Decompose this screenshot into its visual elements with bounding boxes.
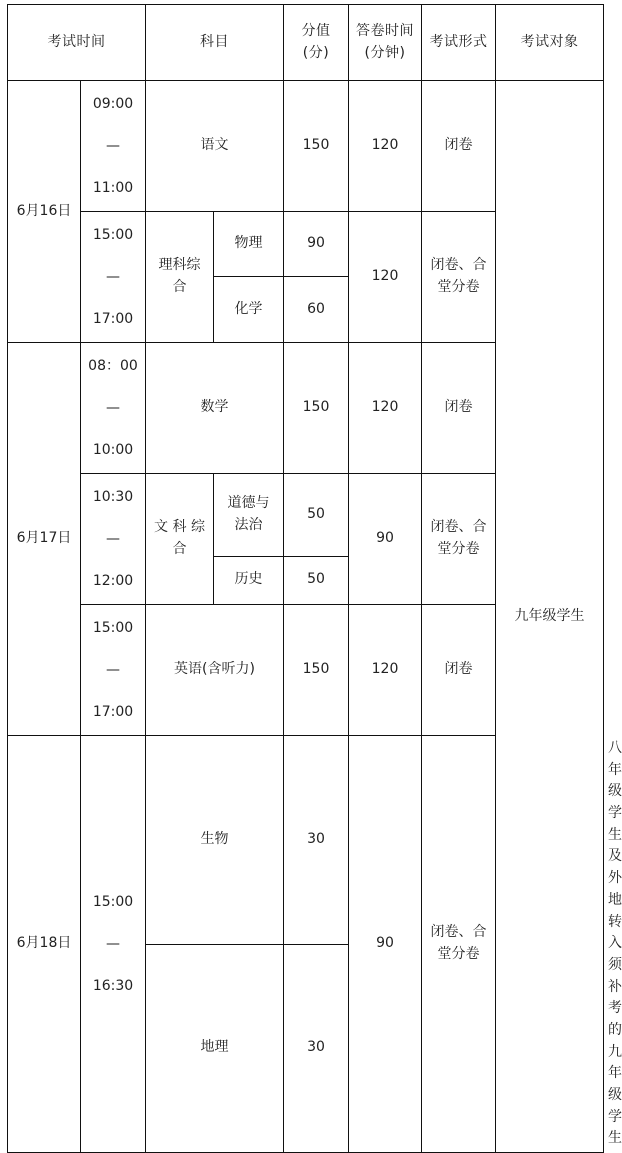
- header-score: 分值 (分): [284, 5, 349, 81]
- time-cell: 10:30 — 12:00: [81, 474, 146, 605]
- subject-group-cell: 文 科 综 合: [146, 474, 214, 605]
- subject-cell: 数学: [146, 343, 284, 474]
- score-cell: 150: [284, 343, 349, 474]
- format-cell: 闭卷: [422, 81, 496, 212]
- time-cell: 08：00 — 10:00: [81, 343, 146, 474]
- header-subject: 科目: [146, 5, 284, 81]
- time-cell: 15:00 — 17:00: [81, 212, 146, 343]
- header-row: [8, 5, 604, 81]
- header-format: 考试形式: [422, 5, 496, 81]
- format-cell: 闭卷: [422, 605, 496, 736]
- sub-subject-cell: 物理: [214, 212, 284, 277]
- score-cell: 30: [284, 944, 349, 1153]
- format-cell: 闭卷、合 堂分卷: [422, 736, 496, 1153]
- duration-cell: 90: [349, 736, 422, 1153]
- header-exam-time: 考试时间: [8, 5, 146, 81]
- duration-cell: 90: [349, 474, 422, 605]
- header-duration: 答卷时间 (分钟): [349, 5, 422, 81]
- header-target: 考试对象: [496, 5, 604, 81]
- sub-subject-cell: 历史: [214, 556, 284, 604]
- format-cell: 闭卷、合 堂分卷: [422, 212, 496, 343]
- date-cell: 6月16日: [8, 81, 81, 343]
- score-cell: 30: [284, 736, 349, 945]
- subject-cell: 语文: [146, 81, 284, 212]
- time-cell: 09:00 — 11:00: [81, 81, 146, 212]
- subject-cell: 英语(含听力): [146, 605, 284, 736]
- duration-cell: 120: [349, 343, 422, 474]
- subject-cell: 地理: [146, 944, 284, 1153]
- score-cell: 60: [284, 276, 349, 342]
- score-cell: 90: [284, 212, 349, 277]
- format-cell: 闭卷: [422, 343, 496, 474]
- exam-schedule-table: [7, 4, 622, 1153]
- duration-cell: 120: [349, 81, 422, 212]
- table-row: [8, 81, 604, 212]
- table-row: 6月18日 15:00 — 16:30 生物 30 90 闭卷、合 堂分卷 八年级学生及 外地转入须补 考的九年级学 生: [8, 736, 604, 945]
- subject-cell: 生物: [146, 736, 284, 945]
- score-cell: 50: [284, 556, 349, 604]
- time-cell: 15:00 — 17:00: [81, 605, 146, 736]
- score-cell: 150: [284, 605, 349, 736]
- format-cell: 闭卷、合 堂分卷: [422, 474, 496, 605]
- time-cell: 15:00 — 16:30: [81, 736, 146, 1153]
- duration-cell: 120: [349, 212, 422, 343]
- sub-subject-cell: 道德与 法治: [214, 474, 284, 557]
- duration-cell: 120: [349, 605, 422, 736]
- sub-subject-cell: 化学: [214, 276, 284, 342]
- date-cell: 6月18日: [8, 736, 81, 1153]
- score-cell: 150: [284, 81, 349, 212]
- score-cell: 50: [284, 474, 349, 557]
- date-cell: 6月17日: [8, 343, 81, 736]
- target-grade9-cell: 九年级学生: [496, 81, 604, 1153]
- subject-group-cell: 理科综 合: [146, 212, 214, 343]
